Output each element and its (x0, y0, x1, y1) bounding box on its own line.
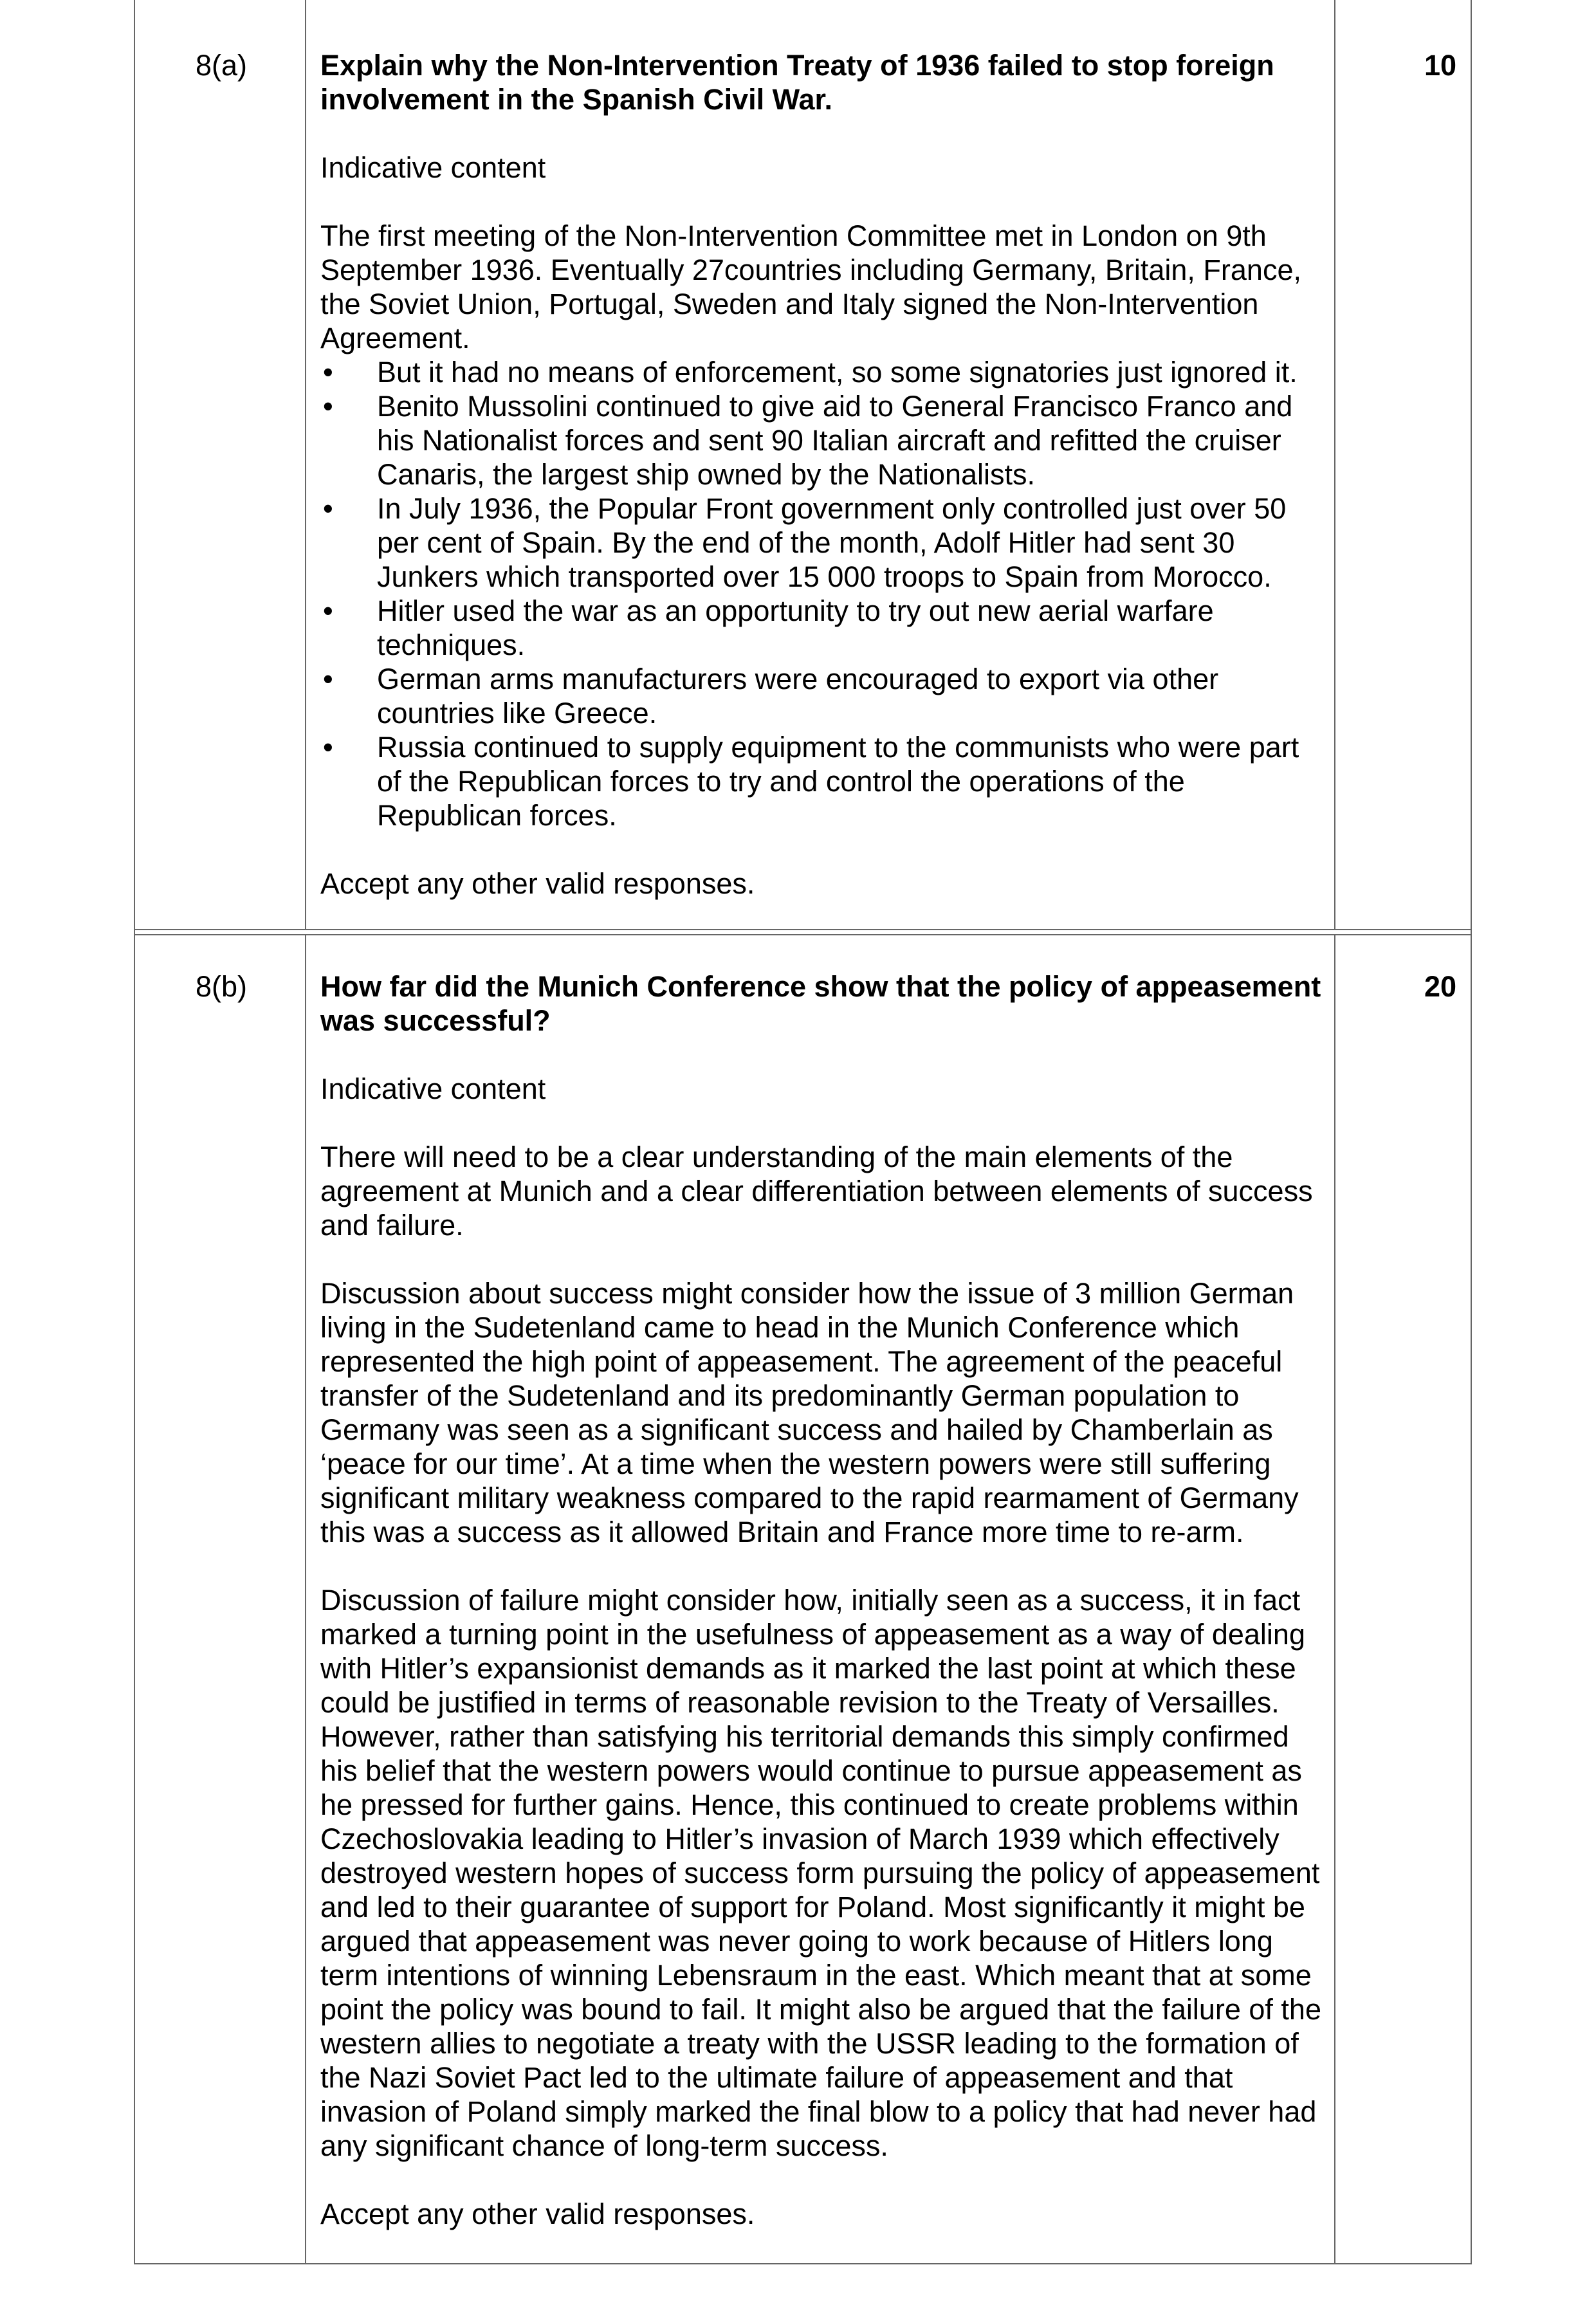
answer-cell (306, 0, 1335, 929)
bullet-text: Benito Mussolini continued to give aid to General Francisco Franco and his Nationalist forces and sent 90 Italian aircraft and refitted the cruiser Canaris, the largest ship owned by the Nationalists. (377, 390, 1293, 491)
question-text: Explain why the Non-Intervention Treaty of 1936 failed to stop foreign involvement in the Spanish Civil War. (320, 49, 1274, 116)
paragraph-failure: Discussion of failure might consider how, initially seen as a success, it in fact marked a turning point in the usefulness of appeasement as a way of dealing with Hitler’s expansionist demands as it marked the last point at which these could be justified in terms of reasonable revision to the Treaty of Versailles. However, rather than satisfying his territorial demands this simply confirmed his belief that the western powers would continue to pursue appeasement as he pressed for further gains. Hence, this continued to create problems within Czechoslovakia leading to Hitler’s invasion of March 1939 which effectively destroyed western hopes of success form pursuing the policy of appeasement and led to their guarantee of support for Poland. Most significantly it might be argued that appeasement was never going to work because of Hitlers long term intentions of winning Lebensraum in the east. Which meant that at some point the policy was bound to fail. It might also be argued that the failure of the western allies to negotiate a treaty with the USSR leading to the formation of the Nazi Soviet Pact led to the ultimate failure of appeasement and that invasion of Poland simply marked the final blow to a policy that had never had any significant chance of long-term success. (320, 1584, 1321, 2162)
list-item (320, 491, 1328, 594)
marks-value: 20 (1424, 970, 1456, 1003)
list-item (320, 355, 1328, 389)
bullet-icon: • (323, 492, 333, 525)
question-number: 8(b) (135, 935, 306, 2263)
closing-note: Accept any other valid responses. (320, 2197, 755, 2230)
bullet-icon: • (323, 663, 333, 695)
question-number: 8(a) (135, 0, 306, 929)
closing-note: Accept any other valid responses. (320, 867, 755, 900)
row-separator (134, 930, 1472, 935)
intro-paragraph: The first meeting of the Non-Intervention Committee met in London on 9th September 1936. Eventually 27countries including Germany, Britain, France, the Soviet Union, Portugal, Sweden and Italy signed the Non-Intervention Agreement. (320, 219, 1301, 354)
bullet-text: Russia continued to supply equipment to the communists who were part of the Republican forces to try and control the operations of the Republican forces. (377, 731, 1299, 832)
list-item (320, 662, 1328, 730)
bullet-text: But it had no means of enforcement, so some signatories just ignored it. (377, 356, 1298, 389)
paragraph-success: Discussion about success might consider how the issue of 3 million German living in the Sudetenland came to head in the Munich Conference which represented the high point of appeasement. The agreement of the peaceful transfer of the Sudetenland and its predominantly German population to Germany was seen as a significant success and hailed by Chamberlain as ‘peace for our time’. At a time when the western powers were still suffering significant military weakness compared to the rapid rearmament of Germany this was a success as it allowed Britain and France more time to re-arm. (320, 1277, 1299, 1548)
bullet-icon: • (323, 594, 333, 627)
list-item (320, 730, 1328, 832)
question-row-8b (134, 935, 1472, 2264)
question-text: How far did the Munich Conference show that the policy of appeasement was successful? (320, 970, 1321, 1037)
bullet-text: German arms manufacturers were encouraged to export via other countries like Greece. (377, 663, 1219, 729)
bullet-icon: • (323, 390, 333, 423)
bullet-text: Hitler used the war as an opportunity to try out new aerial warfare techniques. (377, 594, 1214, 661)
indicative-content-heading: Indicative content (320, 151, 546, 184)
paragraph-understanding: There will need to be a clear understanding of the main elements of the agreement at Munich and a clear differentiation between elements of success and failure. (320, 1141, 1313, 1242)
mark-scheme-table (134, 0, 1472, 2264)
indicative-content-heading: Indicative content (320, 1072, 546, 1105)
bullet-text: In July 1936, the Popular Front government only controlled just over 50 per cent of Spain. By the end of the month, Adolf Hitler had sent 30 Junkers which transported over 15 000 troops to Spain from Morocco. (377, 492, 1287, 593)
marks-value: 10 (1424, 49, 1456, 82)
answer-cell (306, 935, 1335, 2263)
list-item (320, 594, 1328, 662)
list-item (320, 389, 1328, 491)
bullet-icon: • (323, 356, 333, 389)
question-row-8a (134, 0, 1472, 930)
bullet-list (320, 355, 1328, 832)
bullet-icon: • (323, 731, 333, 764)
